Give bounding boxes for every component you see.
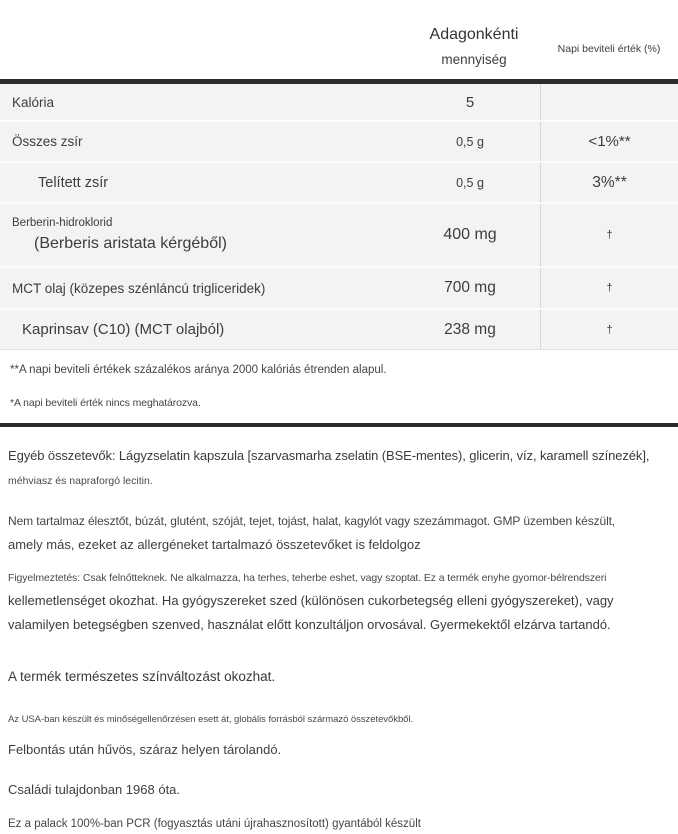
other-ingredients-line2: méhviasz és napraforgó lecitin. xyxy=(8,475,153,487)
table-row-mct-oil xyxy=(0,268,678,310)
warning-line1: Figyelmeztetés: Csak felnőtteknek. Ne alkalmazza, ha terhes, teherbe eshet, vagy szoptat. Ez a termék enyhe gyomor-bélrendszeri xyxy=(8,572,607,584)
allergen-statement-line1: Nem tartalmaz élesztőt, búzát, glutént, szóját, tejet, tojást, halat, kagylót vagy szezámmagot. GMP üzemben készült, xyxy=(8,514,616,528)
row-label: Telített zsír xyxy=(38,174,109,191)
footnote-not-established: *A napi beviteli érték nincs meghatározva. xyxy=(10,397,201,409)
row-label: Kaprinsav (C10) (MCT olajból) xyxy=(22,321,225,338)
row-label-small: Berberin-hidroklorid xyxy=(12,217,113,229)
color-change-notice: A termék természetes színváltozást okozhat. xyxy=(8,669,276,684)
amount-cell: 238 mg xyxy=(444,320,496,338)
amount-cell: 0,5 g xyxy=(456,175,484,190)
row-label: Kalória xyxy=(12,94,55,110)
daily-value-cell: <1%** xyxy=(540,122,678,161)
amount-cell: 5 xyxy=(465,93,475,111)
daily-value-cell: 3%** xyxy=(540,163,678,202)
storage-instructions: Felbontás után hűvös, száraz helyen tárolandó. xyxy=(8,742,282,757)
other-ingredients-line1: Egyéb összetevők: Lágyzselatin kapszula [szarvasmarha zselatin (BSE-mentes), glicerin, víz, karamell színezék], xyxy=(8,448,650,463)
row-label-main: (Berberis aristata kérgéből) xyxy=(34,235,227,252)
table-row-berberine xyxy=(0,204,678,268)
table-footnotes xyxy=(0,350,678,423)
row-label: MCT olaj (közepes szénláncú trigliceridek) xyxy=(12,280,266,296)
warning-line3: valamilyen betegségben szenved, használat előtt konzultáljon orvosával. Gyermekektől elzárva tartandó. xyxy=(8,617,611,632)
amount-cell: 700 mg xyxy=(444,279,496,296)
table-row-capric-acid xyxy=(0,310,678,349)
table-row-saturated-fat xyxy=(0,163,678,204)
nutrition-table xyxy=(0,79,678,350)
daily-value-cell: † xyxy=(540,204,678,266)
row-label xyxy=(0,217,400,253)
family-owned-notice: Családi tulajdonban 1968 óta. xyxy=(8,782,181,797)
table-header xyxy=(0,0,678,79)
bottle-pcr-notice: Ez a palack 100%-ban PCR (fogyasztás utáni újrahasznosított) gyantából készült xyxy=(8,818,421,830)
allergen-statement-line2: amely más, ezeket az allergéneket tartalmazó összetevőket is feldolgoz xyxy=(8,537,421,552)
label-body-text xyxy=(0,427,678,830)
table-row-total-fat xyxy=(0,122,678,163)
made-in-usa-notice: Az USA-ban készült és minőségellenőrzésen esett át, globális forrásból származó összetevőkből. xyxy=(8,714,414,725)
table-row-calories xyxy=(0,84,678,122)
warning-line2: kellemetlenséget okozhat. Ha gyógyszereket szed (különösen cukorbetegség elleni gyógyszereket), vagy xyxy=(8,593,614,608)
amount-column-header-line2: mennyiség xyxy=(441,52,507,67)
daily-value-column-header: Napi beviteli érték (%) xyxy=(557,43,661,55)
amount-cell: 0,5 g xyxy=(456,134,484,149)
amount-cell: 400 mg xyxy=(443,226,497,243)
daily-value-cell: † xyxy=(540,310,678,349)
footnote-daily-values: **A napi beviteli értékek százalékos aránya 2000 kalóriás étrenden alapul. xyxy=(10,364,387,376)
daily-value-cell: † xyxy=(540,268,678,308)
amount-column-header-line1: Adagonkénti xyxy=(429,26,519,43)
daily-value-cell xyxy=(540,84,678,120)
row-label: Összes zsír xyxy=(12,134,83,149)
